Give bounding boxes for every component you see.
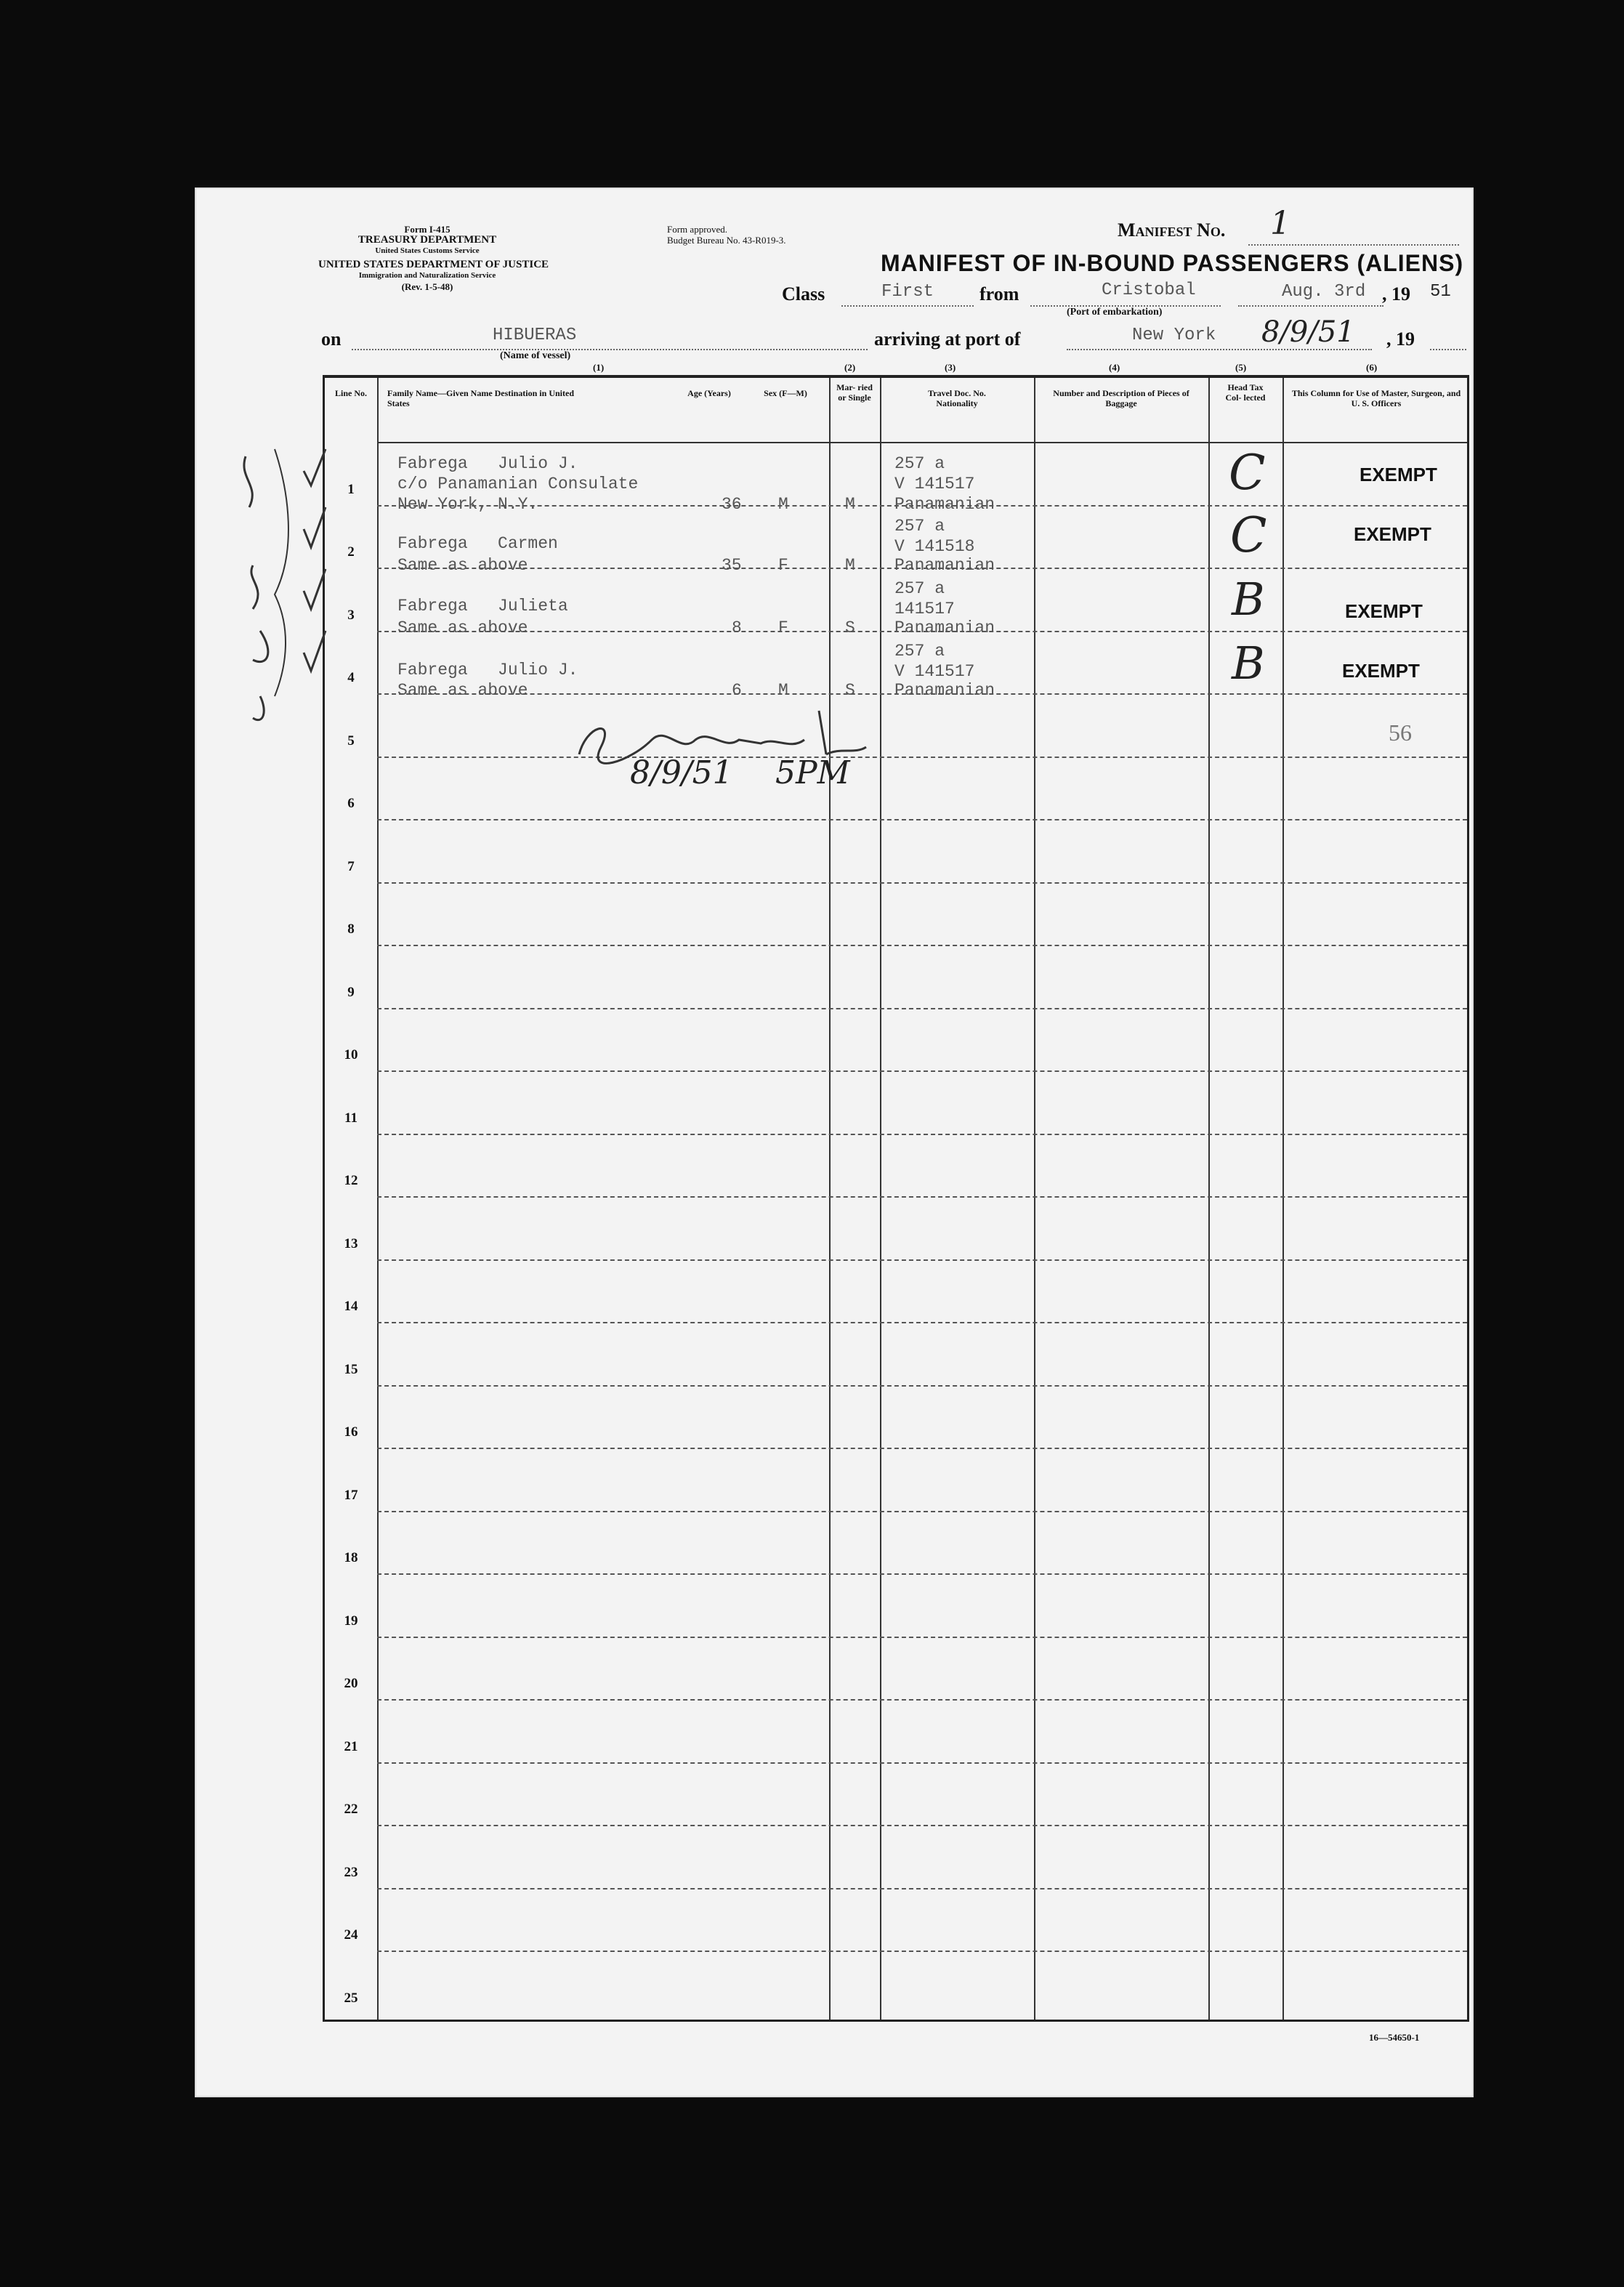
justice-department: UNITED STATES DEPARTMENT OF JUSTICE <box>318 259 549 270</box>
row-rule <box>377 1637 1467 1638</box>
row1-nationality: Panamanian <box>894 495 995 514</box>
year-prefix: , 19 <box>1382 283 1410 304</box>
row3-doc1: 257 a <box>894 579 945 598</box>
col-travel-doc: Travel Doc. No. Nationality <box>928 388 986 408</box>
row2-married: M <box>845 556 855 575</box>
line-number: 9 <box>347 984 355 1000</box>
passenger-table <box>323 375 1469 2022</box>
row3-doc2: 141517 <box>894 600 955 618</box>
row2-headtax: C <box>1230 507 1267 563</box>
row-rule <box>377 1511 1467 1512</box>
line-number: 18 <box>344 1550 358 1565</box>
row4-officers: EXEMPT <box>1342 660 1420 682</box>
manifest-no-label: Manifest No. <box>1118 219 1226 241</box>
col-sex: Sex (F—M) <box>764 388 807 398</box>
class-value: First <box>881 282 934 302</box>
row1-headtax: C <box>1229 445 1266 501</box>
col-divider <box>377 378 379 2020</box>
row3-sex: F <box>778 618 788 637</box>
line-number: 12 <box>344 1173 358 1188</box>
col-divider <box>1282 378 1284 2020</box>
arrival-year: , 19 <box>1386 328 1415 350</box>
col-divider <box>1208 378 1210 2020</box>
arrival-date-handwritten: 8/9/51 <box>1261 315 1355 349</box>
signature-time: 5PM <box>775 754 850 791</box>
line-number: 14 <box>344 1299 358 1314</box>
row-rule <box>377 1951 1467 1952</box>
col-divider <box>1034 378 1035 2020</box>
vessel-name: HIBUERAS <box>493 326 577 345</box>
row4-married: S <box>845 681 855 700</box>
line-number: 15 <box>344 1361 358 1377</box>
row4-doc1: 257 a <box>894 642 945 661</box>
row3-name: Fabrega Julieta <box>397 597 568 616</box>
row1-sex: M <box>778 495 788 514</box>
customs-service: United States Customs Service <box>375 246 480 255</box>
row1-officers: EXEMPT <box>1360 464 1437 485</box>
row-rule <box>377 1008 1467 1009</box>
manifest-no-line <box>1248 244 1459 246</box>
row-rule <box>377 882 1467 884</box>
date-line <box>1238 305 1383 307</box>
row-rule <box>377 1448 1467 1449</box>
line-number: 8 <box>347 921 355 937</box>
class-line <box>841 305 974 307</box>
col-officers: This Column for Use of Master, Surgeon, and U. S. Officers <box>1291 388 1461 408</box>
row-rule <box>377 1825 1467 1826</box>
row4-age: 6 <box>732 681 742 700</box>
col-number-6: (6) <box>1366 362 1378 373</box>
arrival-port: New York <box>1132 326 1216 345</box>
line-number: 7 <box>347 858 355 874</box>
col-divider <box>829 378 831 2020</box>
row1-name-3: New York, N.Y. <box>397 495 538 514</box>
row-rule <box>377 1385 1467 1387</box>
vessel-line <box>352 349 868 350</box>
treasury-department: TREASURY DEPARTMENT <box>357 234 497 246</box>
row-rule <box>377 1134 1467 1135</box>
line-number: 16 <box>344 1424 358 1440</box>
agency-header <box>318 224 549 292</box>
row2-age: 35 <box>722 556 742 575</box>
row1-doc2: V 141517 <box>894 475 975 493</box>
class-label: Class <box>782 283 825 304</box>
row1-age: 36 <box>722 495 742 514</box>
line-number: 22 <box>344 1802 358 1817</box>
page-number: 56 <box>1389 719 1412 746</box>
row1-name: Fabrega Julio J. <box>397 454 578 473</box>
signature-date: 8/9/51 <box>630 754 733 791</box>
row-rule <box>377 945 1467 946</box>
line-number: 6 <box>347 796 355 811</box>
approval-note <box>667 224 786 246</box>
row4-headtax: B <box>1232 637 1265 690</box>
row-rule <box>377 1196 1467 1198</box>
row-rule <box>377 1699 1467 1701</box>
arriving-label: arriving at port of <box>874 328 1021 350</box>
col-age: Age (Years) <box>687 388 731 398</box>
from-value: Cristobal <box>1102 281 1196 300</box>
arrival-year-line <box>1430 349 1466 350</box>
footer-code: 16—54650-1 <box>1369 2032 1420 2043</box>
vessel-caption: (Name of vessel) <box>500 350 571 361</box>
row-rule <box>377 1573 1467 1575</box>
row-rule <box>377 819 1467 820</box>
row-rule <box>377 1070 1467 1072</box>
row2-name-2: Same as above <box>397 556 528 575</box>
row3-age: 8 <box>732 618 742 637</box>
row1-name-2: c/o Panamanian Consulate <box>397 475 639 493</box>
row2-name: Fabrega Carmen <box>397 534 558 553</box>
form-approved: Form approved. <box>667 224 728 235</box>
row4-nationality: Panamanian <box>894 681 995 700</box>
row4-sex: M <box>778 681 788 700</box>
col-number-5: (5) <box>1235 362 1247 373</box>
header-rule <box>377 442 1467 443</box>
line-number: 23 <box>344 1864 358 1880</box>
row2-doc1: 257 a <box>894 517 945 536</box>
row-rule <box>377 1322 1467 1323</box>
row2-doc2: V 141518 <box>894 537 975 556</box>
year-value: 51 <box>1430 282 1451 302</box>
row-rule <box>377 757 1467 758</box>
line-number: 3 <box>347 607 355 623</box>
line-number: 4 <box>347 670 355 685</box>
page-title: MANIFEST OF IN-BOUND PASSENGERS (ALIENS) <box>881 250 1464 276</box>
row3-officers: EXEMPT <box>1345 600 1423 622</box>
manifest-no-value: 1 <box>1270 205 1290 242</box>
col-name: Family Name—Given Name Destination in United States <box>387 388 574 408</box>
line-number: 24 <box>344 1927 358 1943</box>
line-number: 2 <box>347 544 355 560</box>
line-number: 21 <box>344 1738 358 1754</box>
row-rule <box>377 1888 1467 1889</box>
row4-name-2: Same as above <box>397 681 528 700</box>
revision-date: (Rev. 1-5-48) <box>401 281 453 292</box>
row1-married: M <box>845 495 855 514</box>
line-number: 1 <box>347 481 355 497</box>
line-number: 13 <box>344 1235 358 1251</box>
row1-doc1: 257 a <box>894 454 945 473</box>
line-number: 25 <box>344 1990 358 2006</box>
row2-officers: EXEMPT <box>1354 523 1431 545</box>
col-baggage: Number and Description of Pieces of Baggage <box>1053 388 1189 408</box>
row-rule <box>377 1259 1467 1261</box>
row2-sex: F <box>778 556 788 575</box>
arrival-line <box>1067 349 1372 350</box>
col-number-3: (3) <box>945 362 956 373</box>
col-number-4: (4) <box>1109 362 1120 373</box>
col-head-tax: Head Tax Col- lected <box>1225 382 1266 403</box>
row2-nationality: Panamanian <box>894 556 995 575</box>
from-label: from <box>979 283 1019 304</box>
departure-date: Aug. 3rd <box>1282 282 1366 302</box>
line-number: 20 <box>344 1676 358 1691</box>
col-divider <box>880 378 881 2020</box>
on-label: on <box>321 328 342 350</box>
line-number: 17 <box>344 1487 358 1503</box>
row3-married: S <box>845 618 855 637</box>
row-rule <box>377 1762 1467 1764</box>
line-number: 5 <box>347 733 355 749</box>
line-number: 19 <box>344 1613 358 1629</box>
row4-name: Fabrega Julio J. <box>397 661 578 679</box>
budget-bureau: Budget Bureau No. 43-R019-3. <box>667 235 786 246</box>
manifest-page <box>195 187 1474 2097</box>
col-line-no: Line No. <box>334 388 367 398</box>
row3-headtax: B <box>1232 573 1265 626</box>
immigration-service: Immigration and Naturalization Service <box>358 271 496 280</box>
row3-nationality: Panamanian <box>894 618 995 637</box>
col-number-1: (1) <box>593 362 605 373</box>
port-embarkation-caption: (Port of embarkation) <box>1067 307 1163 318</box>
col-number-2: (2) <box>844 362 856 373</box>
line-number: 10 <box>344 1047 358 1062</box>
margin-checkmarks <box>195 420 333 929</box>
line-number: 11 <box>344 1110 357 1126</box>
row3-name-2: Same as above <box>397 618 528 637</box>
form-number: Form I-415 <box>404 224 451 235</box>
row4-doc2: V 141517 <box>894 662 975 681</box>
col-married: Mar- ried or Single <box>836 382 873 403</box>
